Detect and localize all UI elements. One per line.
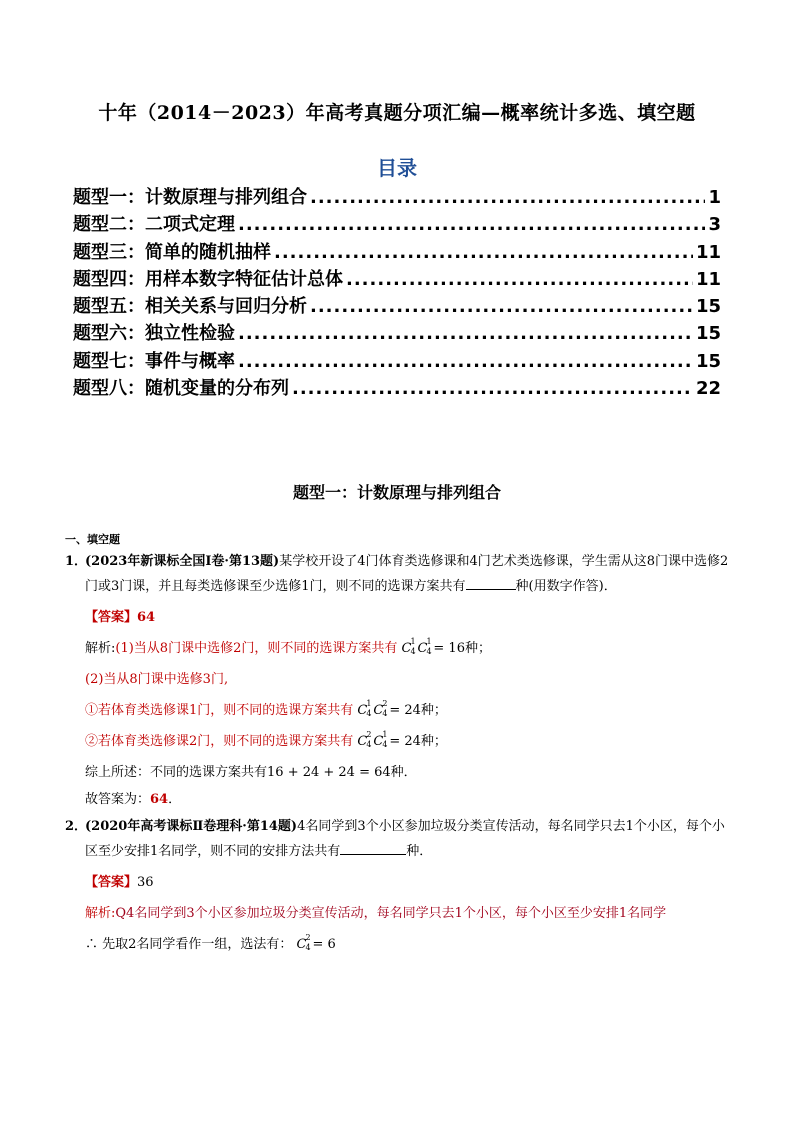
toc-entry-page: 11 [695, 268, 721, 290]
solution-text: ∴ 先取2名同学看作一组，选法有： [85, 937, 293, 952]
toc-entry-page: 15 [695, 296, 721, 318]
toc-entry[interactable] [73, 183, 721, 210]
math-expression: C 2 4 C 1 4 = 24 [357, 730, 421, 749]
math-expression: C 1 4 C 2 4 = 24 [357, 699, 421, 718]
solution-text: ． [168, 792, 182, 807]
answer-label: 【答案】 [85, 875, 138, 890]
solution-label: 解析: [85, 906, 116, 921]
toc-entry[interactable] [73, 347, 721, 374]
toc-leader [274, 242, 693, 263]
toc-entry-page: 22 [695, 378, 721, 400]
solution-text: 种； [420, 734, 447, 749]
solution-text: 种； [420, 703, 447, 718]
question-1 [65, 549, 730, 599]
question-text [85, 814, 730, 864]
solution-line: (2)当从8门课中选修3门, [85, 672, 229, 687]
math-result: = 16 [433, 641, 465, 656]
toc-leader [310, 296, 693, 317]
solution-text: ①若体育类选修课1门，则不同的选课方案共有 [85, 703, 354, 718]
toc-leader [238, 214, 705, 235]
toc-entry-label: 题型三：简单的随机抽样 [73, 241, 271, 263]
toc-entry-label: 题型五：相关关系与回归分析 [73, 296, 307, 318]
toc-entry-label: 题型六：独立性检验 [73, 323, 235, 345]
toc-entry[interactable] [73, 292, 721, 319]
toc-leader [346, 269, 693, 290]
toc-entry[interactable] [73, 319, 721, 346]
solution-text: 故答案为： [85, 792, 151, 807]
toc-entry-label: 题型七：事件与概率 [73, 350, 235, 372]
toc-entry-page: 11 [695, 241, 721, 263]
subsection-heading: 一、填空题 [65, 533, 120, 546]
toc-entry-label: 题型八：随机变量的分布列 [73, 378, 289, 400]
answer-blank [466, 575, 516, 590]
answer-blank [340, 840, 406, 855]
toc-entry[interactable] [73, 210, 721, 237]
document-title: 十年（2014－2023）年高考真题分项汇编—概率统计多选、填空题 [98, 102, 696, 124]
answer-value: 36 [137, 875, 154, 890]
math-result: = 24 [389, 703, 421, 718]
answer-line [85, 605, 730, 630]
toc-entry-label: 题型四：用样本数字特征估计总体 [73, 268, 343, 290]
section-content [65, 533, 730, 957]
toc-heading: 目录 [377, 156, 417, 180]
solution-line [85, 932, 730, 957]
answer-value: 64 [137, 610, 156, 625]
question-stem: 4名同学到3个小区参加垃圾分类宣传活动，每名同学只去1个小区，每个小区至少安排1名同学，则不同的安排方法共有 [85, 819, 725, 859]
question-stem-end: 种． [406, 844, 433, 859]
toc-entry-page: 3 [708, 214, 721, 236]
math-expression [267, 765, 391, 780]
toc-leader [310, 187, 705, 208]
toc-leader [238, 351, 693, 372]
math-result: 16 + 24 + 24 = 64 [267, 765, 391, 780]
solution-line [85, 698, 730, 723]
toc-entry-label: 题型一：计数原理与排列组合 [73, 187, 307, 208]
toc-entry[interactable] [73, 374, 721, 401]
table-of-contents [73, 183, 721, 401]
question-stem-end: 种(用数字作答)． [515, 579, 617, 594]
solution-value: 64 [150, 792, 169, 807]
toc-entry[interactable] [73, 265, 721, 292]
math-expression: C 1 4 C 1 4 = 16 [401, 637, 465, 656]
answer-line [85, 870, 730, 895]
solution-text: 种； [464, 641, 491, 656]
toc-entry[interactable] [73, 238, 721, 265]
solution-line [85, 636, 730, 661]
question-text [85, 549, 730, 599]
section-title: 题型一：计数原理与排列组合 [292, 483, 501, 502]
question-2 [65, 814, 730, 864]
toc-entry-page: 1 [708, 187, 721, 208]
toc-entry-page: 15 [695, 323, 721, 345]
toc-entry-label: 题型二：二项式定理 [73, 214, 235, 236]
toc-leader [238, 323, 693, 344]
solution-text: 种． [390, 765, 417, 780]
solution-line [85, 729, 730, 754]
solution-text: Q4名同学到3个小区参加垃圾分类宣传活动，每名同学只去1个小区，每个小区至少安排1名同学 [115, 906, 667, 921]
solution-line [85, 901, 730, 926]
toc-leader [292, 378, 693, 399]
answer-label: 【答案】 [85, 610, 138, 625]
question-source: (2023年新课标全国Ⅰ卷·第13题) [85, 554, 280, 569]
question-source: (2020年高考课标Ⅱ卷理科·第14题) [85, 819, 298, 834]
math-result: = 24 [389, 734, 421, 749]
solution-label: 解析: [85, 641, 116, 656]
solution-line [85, 787, 730, 812]
solution-line [85, 760, 730, 785]
math-result: = 6 [312, 937, 336, 952]
solution-text: ②若体育类选修课2门，则不同的选课方案共有 [85, 734, 354, 749]
question-stem: 某学校开设了4门体育类选修课和4门艺术类选修课，学生需从这8门课中选修2门或3门课，并且每类选修课至少选修1门，则不同的选课方案共有 [85, 554, 729, 594]
toc-entry-page: 15 [695, 350, 721, 372]
solution-text: (1)当从8门课中选修2门，则不同的选课方案共有 [115, 641, 398, 656]
solution-text: 综上所述：不同的选课方案共有 [85, 765, 268, 780]
question-number: 2． [65, 819, 88, 834]
question-number: 1． [65, 554, 88, 569]
math-expression: C 2 4 = 6 [296, 933, 336, 952]
